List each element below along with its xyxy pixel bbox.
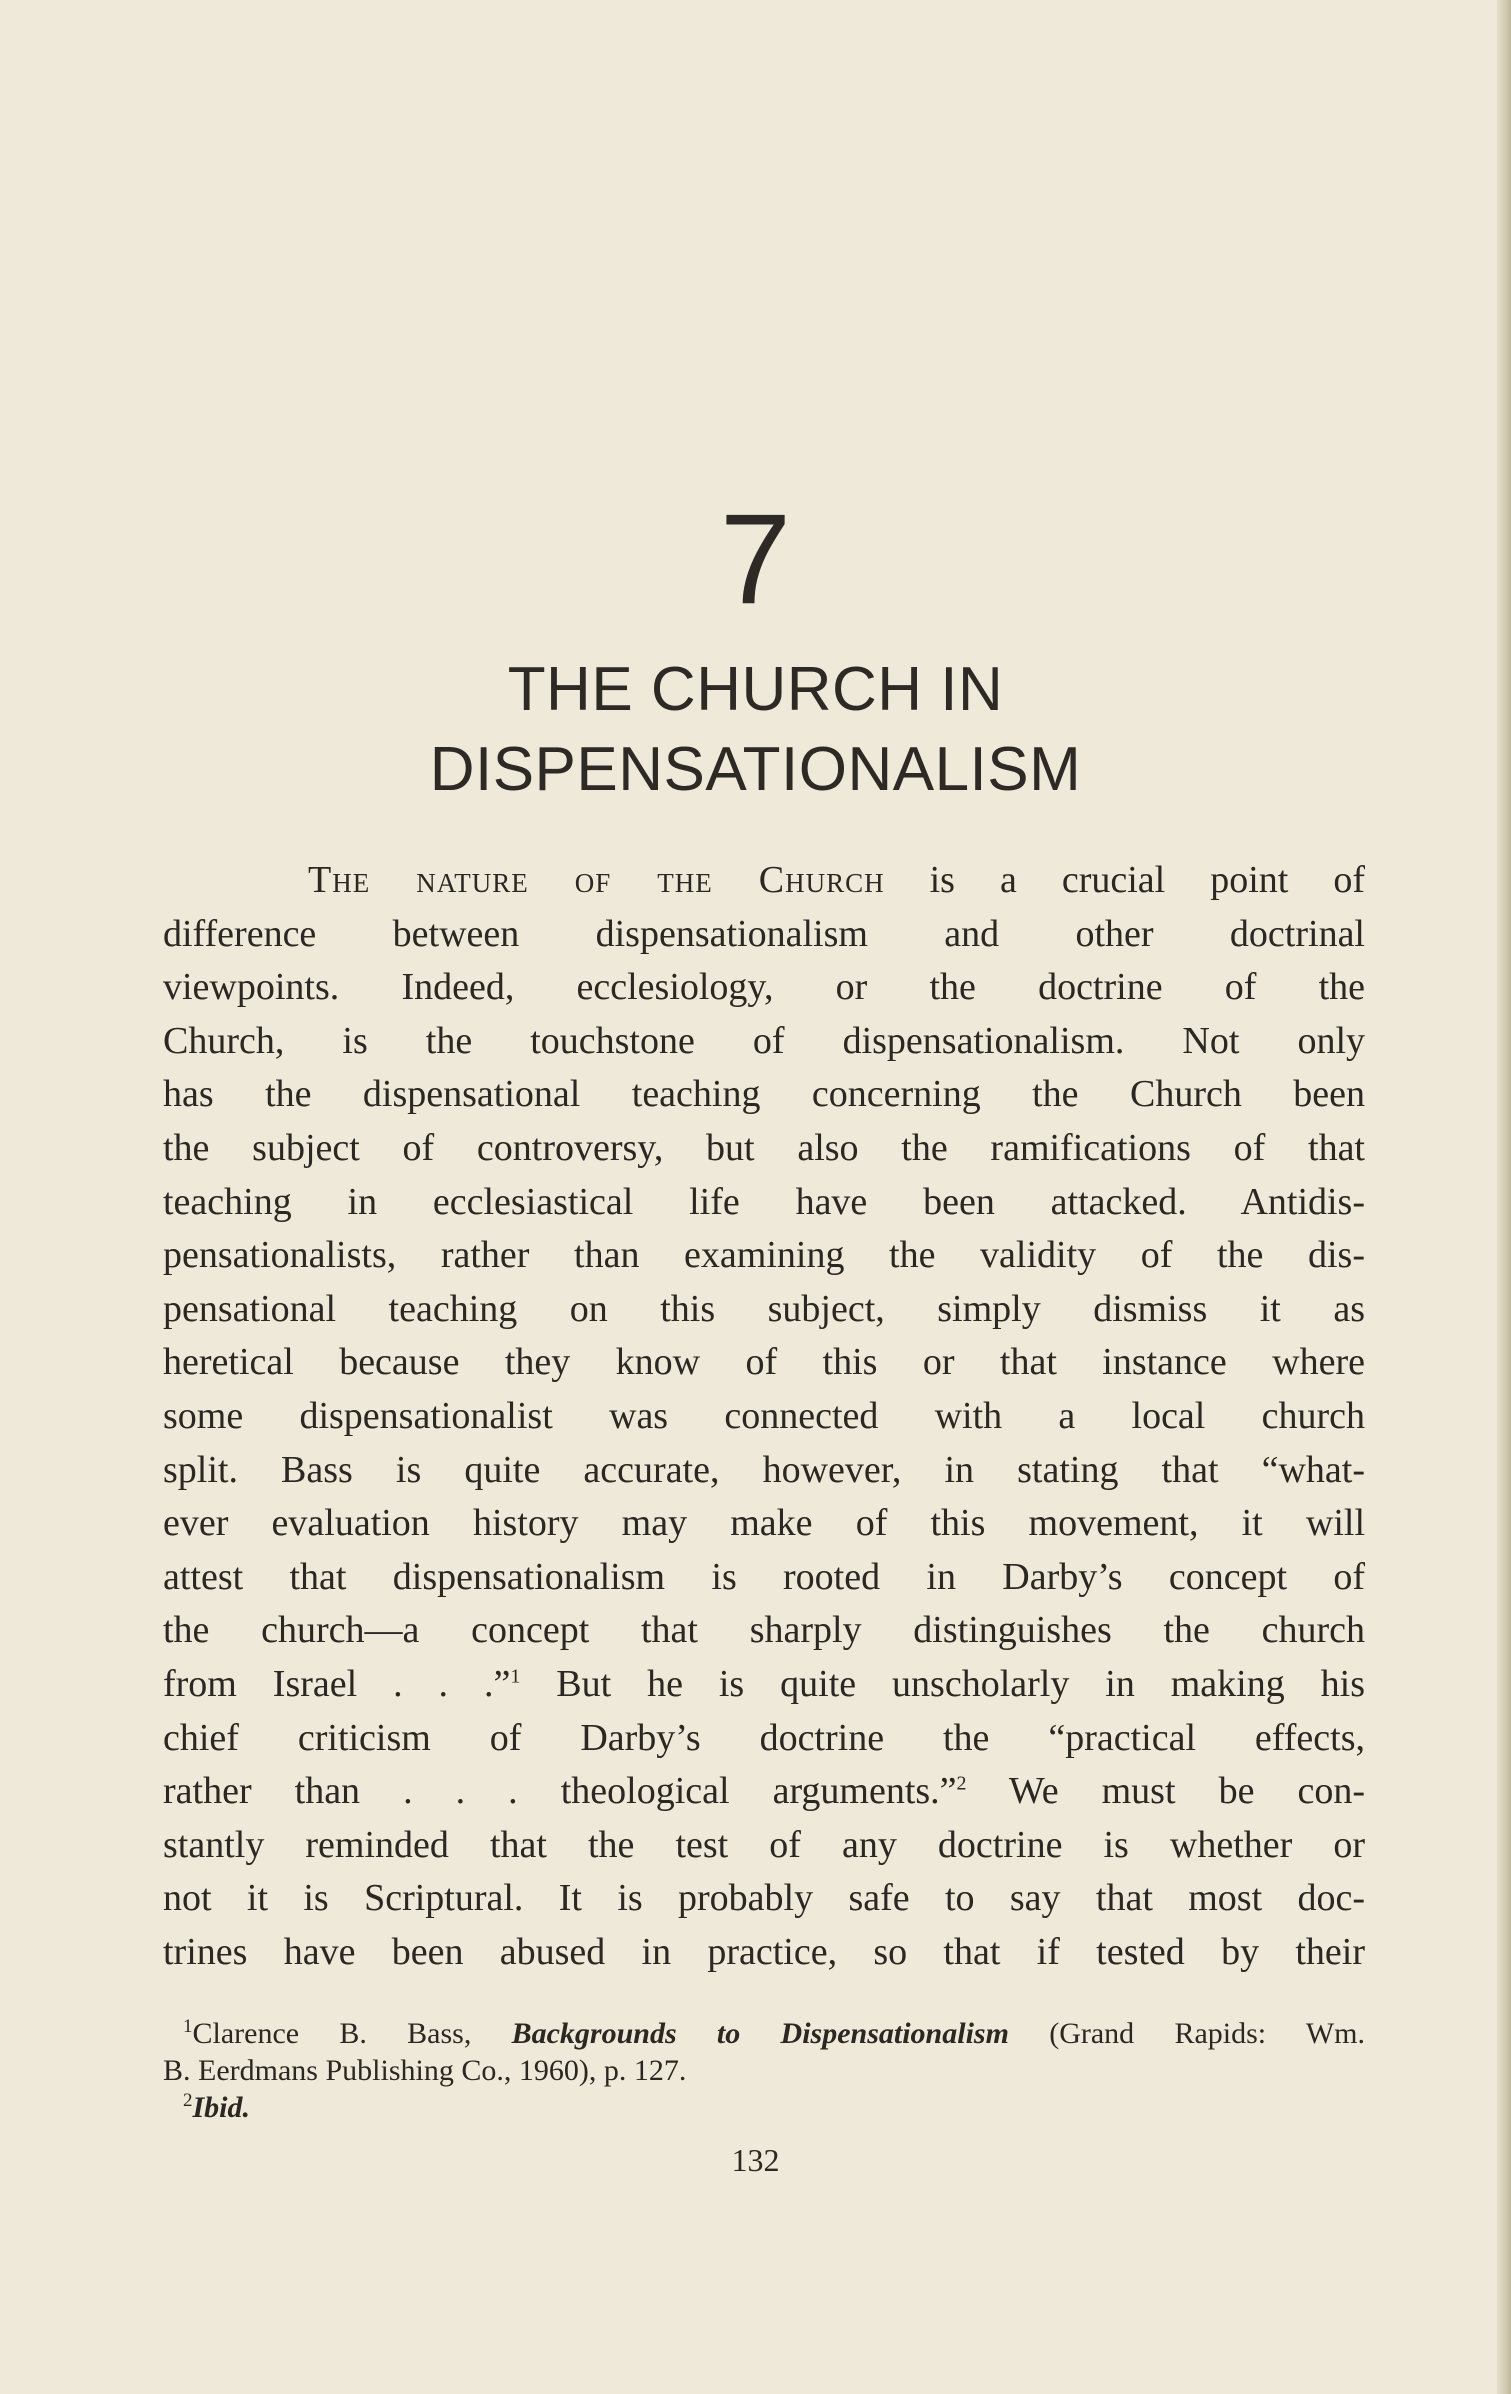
body-line [163, 1658, 1365, 1712]
chapter-number: 7 [719, 488, 792, 631]
footnote-1-continued: B. Eerdmans Publishing Co., 1960), p. 127. [163, 2054, 687, 2087]
page-edge-shadow [1497, 0, 1511, 2394]
body-line: split. Bass is quite accurate, however, in stating that “what- [163, 1448, 1365, 1491]
body-line-text: We must be con- [966, 1770, 1365, 1813]
body-line: some dispensationalist was connected with a local church [163, 1394, 1365, 1437]
quote-end: rather than . . . theological arguments.” [163, 1770, 957, 1813]
body-line: the subject of controversy, but also the ramifications of that [163, 1126, 1365, 1169]
footnote-2-text: Ibid. [192, 2091, 251, 2124]
footnote-1-author: Clarence B. Bass, [192, 2017, 512, 2050]
quote-end: from Israel . . .” [163, 1662, 511, 1705]
body-line: pensational teaching on this subject, simply dismiss it as [163, 1287, 1365, 1330]
chapter-title-line-1: THE CHURCH IN [507, 655, 1004, 724]
body-line: difference between dispensationalism and other doctrinal [163, 912, 1365, 955]
body-line: has the dispensational teaching concerning the Church been [163, 1073, 1365, 1116]
body-line: pensationalists, rather than examining the validity of the dis- [163, 1234, 1365, 1277]
body-line: ever evaluation history may make of this movement, it will [163, 1502, 1365, 1545]
body-line-text: But he is quite unscholarly in making his [520, 1662, 1365, 1705]
footnote-mark-2: 2 [183, 2090, 193, 2111]
body-line: teaching in ecclesiastical life have been attacked. Antidis- [163, 1180, 1365, 1223]
body-line: attest that dispensationalism is rooted in Darby’s concept of [163, 1555, 1365, 1598]
body-line: the church—a concept that sharply distinguishes the church [163, 1609, 1365, 1652]
body-line: Church, is the touchstone of dispensationalism. Not only [163, 1019, 1365, 1062]
body-line-text: is a crucial point of [884, 859, 1365, 901]
footnote-1-publisher: (Grand Rapids: Wm. [1008, 2017, 1366, 2050]
body-line: stantly reminded that the test of any doctrine is whether or [163, 1823, 1365, 1866]
body-line [163, 854, 1365, 908]
body-line: viewpoints. Indeed, ecclesiology, or the doctrine of the [163, 966, 1365, 1009]
page-number: 132 [731, 2142, 780, 2178]
footnote-ref-1[interactable]: 1 [510, 1665, 521, 1688]
footnote-2 [163, 2089, 1365, 2126]
body-line: trines have been abused in practice, so that if tested by their [163, 1930, 1365, 1973]
footnote-1-book-title: Backgrounds to Dispensationalism [511, 2017, 1009, 2050]
footnote-mark-1: 1 [183, 2016, 193, 2037]
footnote-1 [163, 2015, 1365, 2052]
lead-in-smallcaps: The nature of the Church [308, 859, 885, 901]
body-line: heretical because they know of this or that instance where [163, 1341, 1365, 1384]
body-line [163, 1765, 1365, 1819]
footnotes [163, 2015, 1365, 2126]
body-line: not it is Scriptural. It is probably safe to say that most doc- [163, 1877, 1365, 1920]
chapter-title [0, 650, 1511, 810]
body-paragraph [163, 854, 1365, 1979]
footnote-ref-2[interactable]: 2 [956, 1772, 967, 1795]
chapter-title-line-2: DISPENSATIONALISM [429, 735, 1082, 804]
body-line: chief criticism of Darby’s doctrine the “practical effects, [163, 1716, 1365, 1759]
